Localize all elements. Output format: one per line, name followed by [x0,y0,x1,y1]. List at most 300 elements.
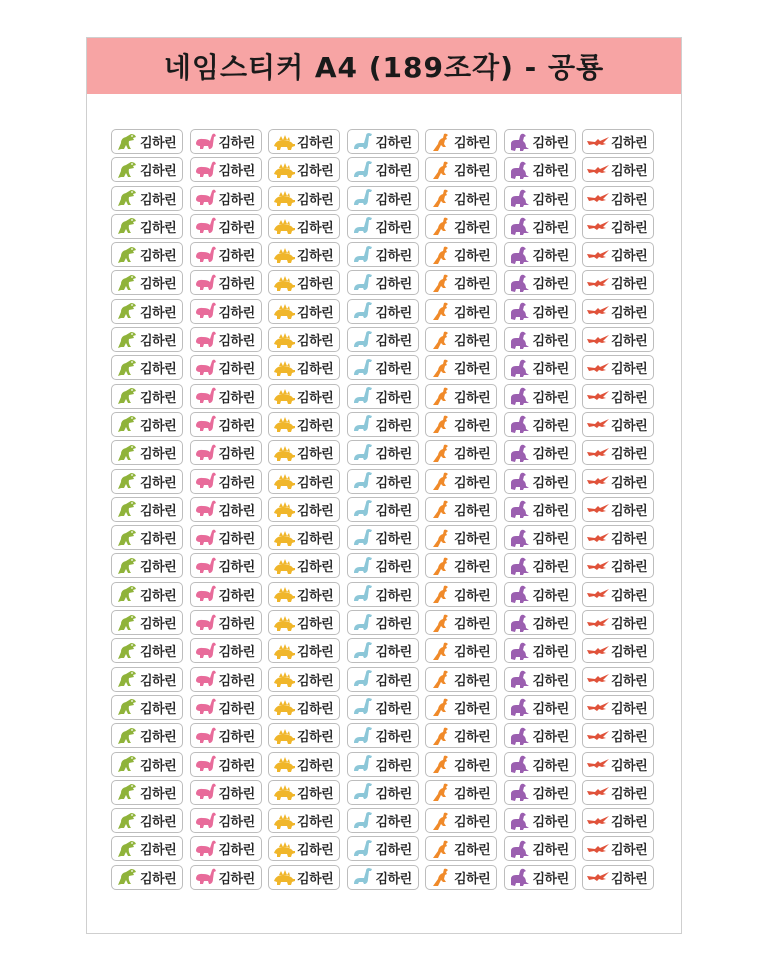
pink-brontosaurus-dino-icon [194,330,218,350]
purple-dino-icon [508,273,532,293]
pink-brontosaurus-dino-icon [194,867,218,887]
pink-brontosaurus-dino-icon [194,556,218,576]
name-sticker [268,469,340,494]
pink-brontosaurus-dino-icon [194,499,218,519]
sticker-name: 김하린 [297,730,334,746]
sticker-name: 김하린 [611,220,648,236]
sticker-name: 김하린 [611,164,648,180]
name-sticker [582,836,654,861]
name-sticker [190,412,262,437]
sticker-name: 김하린 [532,532,569,548]
name-sticker [504,553,576,578]
green-trex-dino-icon [115,132,139,152]
name-sticker [268,695,340,720]
yellow-stegosaurus-dino-icon [272,301,296,321]
name-sticker [268,186,340,211]
red-pterodactyl-dino-icon [586,160,610,180]
name-sticker [504,836,576,861]
sticker-name: 김하린 [532,843,569,859]
name-sticker [504,582,576,607]
sticker-name: 김하린 [297,136,334,151]
name-sticker [347,610,419,635]
name-sticker [425,610,497,635]
name-sticker [268,129,340,154]
green-trex-dino-icon [115,160,139,180]
name-sticker [190,582,262,607]
name-sticker [347,695,419,720]
sticker-name: 김하린 [454,560,491,576]
name-sticker [347,270,419,295]
name-sticker [268,299,340,324]
name-sticker [111,582,183,607]
sticker-name: 김하린 [375,815,412,831]
name-sticker [268,440,340,465]
sticker-name: 김하린 [218,305,255,321]
sticker-name: 김하린 [140,758,177,774]
sticker-name: 김하린 [218,843,255,859]
orange-raptor-dino-icon [429,641,453,661]
blue-longneck-dino-icon [351,216,375,236]
sticker-name: 김하린 [218,758,255,774]
sticker-name: 김하린 [532,786,569,802]
sticker-name: 김하린 [532,645,569,661]
name-sticker [582,808,654,833]
sticker-name: 김하린 [375,758,412,774]
sticker-name: 김하린 [140,390,177,406]
yellow-stegosaurus-dino-icon [272,160,296,180]
pink-brontosaurus-dino-icon [194,245,218,265]
name-sticker [111,355,183,380]
orange-raptor-dino-icon [429,216,453,236]
name-sticker [111,723,183,748]
blue-longneck-dino-icon [351,556,375,576]
sticker-name: 김하린 [297,617,334,633]
name-sticker [268,610,340,635]
purple-dino-icon [508,528,532,548]
sticker-name: 김하린 [375,277,412,293]
yellow-stegosaurus-dino-icon [272,273,296,293]
name-sticker [268,270,340,295]
name-sticker [582,553,654,578]
sticker-name: 김하린 [218,673,255,689]
sticker-name: 김하린 [297,645,334,661]
name-sticker [190,638,262,663]
name-sticker [268,752,340,777]
name-sticker [111,384,183,409]
sticker-name: 김하린 [454,701,491,717]
name-sticker [347,242,419,267]
name-sticker [582,469,654,494]
sticker-name: 김하린 [140,673,177,689]
sticker-name: 김하린 [454,362,491,378]
name-sticker [582,638,654,663]
pink-brontosaurus-dino-icon [194,641,218,661]
blue-longneck-dino-icon [351,584,375,604]
pink-brontosaurus-dino-icon [194,386,218,406]
blue-longneck-dino-icon [351,132,375,152]
sticker-name: 김하린 [140,645,177,661]
sticker-name: 김하린 [532,277,569,293]
sticker-name: 김하린 [611,418,648,434]
green-trex-dino-icon [115,414,139,434]
sticker-name: 김하린 [218,815,255,831]
sticker-name: 김하린 [611,560,648,576]
sticker-name: 김하린 [454,475,491,491]
pink-brontosaurus-dino-icon [194,273,218,293]
name-sticker [111,808,183,833]
name-sticker [268,242,340,267]
sticker-name: 김하린 [611,390,648,406]
name-sticker [111,299,183,324]
name-sticker [111,610,183,635]
pink-brontosaurus-dino-icon [194,188,218,208]
orange-raptor-dino-icon [429,301,453,321]
sticker-name: 김하린 [218,871,255,887]
sticker-name: 김하린 [140,362,177,378]
red-pterodactyl-dino-icon [586,641,610,661]
sticker-name: 김하린 [297,192,334,208]
blue-longneck-dino-icon [351,273,375,293]
name-sticker [504,695,576,720]
yellow-stegosaurus-dino-icon [272,471,296,491]
name-sticker [190,610,262,635]
blue-longneck-dino-icon [351,811,375,831]
name-sticker [190,384,262,409]
sticker-name: 김하린 [375,390,412,406]
name-sticker [190,242,262,267]
name-sticker [347,412,419,437]
name-sticker [190,865,262,890]
sticker-name: 김하린 [297,786,334,802]
pink-brontosaurus-dino-icon [194,726,218,746]
orange-raptor-dino-icon [429,782,453,802]
name-sticker [425,723,497,748]
sticker-name: 김하린 [140,220,177,236]
name-sticker [190,355,262,380]
red-pterodactyl-dino-icon [586,556,610,576]
name-sticker [425,638,497,663]
name-sticker [268,412,340,437]
name-sticker [111,186,183,211]
red-pterodactyl-dino-icon [586,811,610,831]
name-sticker [190,327,262,352]
sticker-name: 김하린 [140,588,177,604]
purple-dino-icon [508,754,532,774]
name-sticker [504,327,576,352]
name-sticker [582,157,654,182]
yellow-stegosaurus-dino-icon [272,358,296,378]
sticker-name: 김하린 [454,617,491,633]
green-trex-dino-icon [115,188,139,208]
orange-raptor-dino-icon [429,443,453,463]
name-sticker [582,214,654,239]
name-sticker [111,129,183,154]
orange-raptor-dino-icon [429,358,453,378]
sticker-name: 김하린 [375,447,412,463]
sticker-name: 김하린 [454,136,491,151]
sticker-name: 김하린 [375,560,412,576]
sticker-name: 김하린 [375,701,412,717]
name-sticker [111,412,183,437]
name-sticker [111,469,183,494]
orange-raptor-dino-icon [429,556,453,576]
sticker-name: 김하린 [454,192,491,208]
red-pterodactyl-dino-icon [586,273,610,293]
purple-dino-icon [508,471,532,491]
name-sticker [504,440,576,465]
sticker-name: 김하린 [532,164,569,180]
sticker-name: 김하린 [611,786,648,802]
sticker-name: 김하린 [454,730,491,746]
name-sticker [582,497,654,522]
name-sticker [347,469,419,494]
name-sticker [504,808,576,833]
sticker-name: 김하린 [532,220,569,236]
name-sticker [111,638,183,663]
yellow-stegosaurus-dino-icon [272,245,296,265]
sticker-name: 김하린 [454,164,491,180]
sticker-name: 김하린 [375,871,412,887]
sticker-name: 김하린 [140,447,177,463]
name-sticker [111,780,183,805]
green-trex-dino-icon [115,443,139,463]
sticker-name: 김하린 [218,249,255,265]
yellow-stegosaurus-dino-icon [272,697,296,717]
sticker-name: 김하린 [218,418,255,434]
sticker-name: 김하린 [140,418,177,434]
red-pterodactyl-dino-icon [586,782,610,802]
sticker-name: 김하린 [218,503,255,519]
blue-longneck-dino-icon [351,726,375,746]
orange-raptor-dino-icon [429,613,453,633]
red-pterodactyl-dino-icon [586,245,610,265]
sticker-name: 김하린 [611,305,648,321]
sticker-name: 김하린 [454,532,491,548]
blue-longneck-dino-icon [351,188,375,208]
sticker-name: 김하린 [140,532,177,548]
purple-dino-icon [508,132,532,152]
sticker-name: 김하린 [218,588,255,604]
pink-brontosaurus-dino-icon [194,754,218,774]
orange-raptor-dino-icon [429,726,453,746]
purple-dino-icon [508,697,532,717]
name-sticker [111,752,183,777]
name-sticker [190,497,262,522]
sticker-name: 김하린 [140,786,177,802]
sticker-name: 김하린 [375,192,412,208]
name-sticker [425,865,497,890]
orange-raptor-dino-icon [429,160,453,180]
sticker-name: 김하린 [140,475,177,491]
red-pterodactyl-dino-icon [586,443,610,463]
pink-brontosaurus-dino-icon [194,584,218,604]
name-sticker [190,808,262,833]
name-sticker [347,157,419,182]
red-pterodactyl-dino-icon [586,697,610,717]
sticker-name: 김하린 [611,815,648,831]
sticker-name: 김하린 [140,334,177,350]
sticker-name: 김하린 [532,334,569,350]
sticker-name: 김하린 [218,277,255,293]
name-sticker [190,214,262,239]
sticker-name: 김하린 [297,673,334,689]
red-pterodactyl-dino-icon [586,188,610,208]
yellow-stegosaurus-dino-icon [272,188,296,208]
blue-longneck-dino-icon [351,669,375,689]
sticker-name: 김하린 [375,786,412,802]
purple-dino-icon [508,811,532,831]
name-sticker [190,723,262,748]
purple-dino-icon [508,613,532,633]
name-sticker [425,695,497,720]
sticker-name: 김하린 [297,390,334,406]
sticker-name: 김하린 [297,277,334,293]
name-sticker [425,525,497,550]
purple-dino-icon [508,443,532,463]
green-trex-dino-icon [115,216,139,236]
name-sticker [504,214,576,239]
pink-brontosaurus-dino-icon [194,697,218,717]
sticker-name: 김하린 [454,871,491,887]
name-sticker [268,667,340,692]
name-sticker [190,270,262,295]
name-sticker [268,384,340,409]
sticker-name: 김하린 [375,220,412,236]
red-pterodactyl-dino-icon [586,726,610,746]
name-sticker [504,270,576,295]
name-sticker [347,638,419,663]
name-sticker [504,667,576,692]
sticker-name: 김하린 [454,277,491,293]
red-pterodactyl-dino-icon [586,386,610,406]
name-sticker [504,299,576,324]
orange-raptor-dino-icon [429,839,453,859]
sticker-name: 김하린 [297,560,334,576]
sticker-name: 김하린 [611,249,648,265]
name-sticker [425,129,497,154]
name-sticker [582,440,654,465]
name-sticker [582,412,654,437]
name-sticker [425,412,497,437]
sticker-name: 김하린 [297,220,334,236]
name-sticker [347,355,419,380]
green-trex-dino-icon [115,273,139,293]
blue-longneck-dino-icon [351,160,375,180]
sticker-name: 김하린 [611,136,648,151]
sticker-name: 김하린 [218,786,255,802]
purple-dino-icon [508,867,532,887]
purple-dino-icon [508,726,532,746]
red-pterodactyl-dino-icon [586,471,610,491]
sticker-name: 김하린 [140,277,177,293]
name-sticker [111,440,183,465]
name-sticker [347,582,419,607]
sticker-name: 김하린 [532,730,569,746]
yellow-stegosaurus-dino-icon [272,613,296,633]
yellow-stegosaurus-dino-icon [272,839,296,859]
red-pterodactyl-dino-icon [586,330,610,350]
sticker-name: 김하린 [375,136,412,151]
name-sticker [111,242,183,267]
yellow-stegosaurus-dino-icon [272,641,296,661]
yellow-stegosaurus-dino-icon [272,216,296,236]
yellow-stegosaurus-dino-icon [272,132,296,152]
sticker-name: 김하린 [140,305,177,321]
name-sticker [190,695,262,720]
sticker-name: 김하린 [218,220,255,236]
orange-raptor-dino-icon [429,386,453,406]
blue-longneck-dino-icon [351,386,375,406]
red-pterodactyl-dino-icon [586,216,610,236]
pink-brontosaurus-dino-icon [194,414,218,434]
sticker-name: 김하린 [375,475,412,491]
yellow-stegosaurus-dino-icon [272,528,296,548]
green-trex-dino-icon [115,782,139,802]
sticker-name: 김하린 [532,617,569,633]
sticker-name: 김하린 [375,362,412,378]
name-sticker [425,327,497,352]
pink-brontosaurus-dino-icon [194,613,218,633]
purple-dino-icon [508,669,532,689]
name-sticker [582,299,654,324]
name-sticker [268,582,340,607]
name-sticker [111,157,183,182]
sticker-name: 김하린 [375,532,412,548]
sticker-name: 김하린 [611,645,648,661]
name-sticker [504,610,576,635]
name-sticker [268,525,340,550]
title-banner [87,38,681,94]
pink-brontosaurus-dino-icon [194,160,218,180]
blue-longneck-dino-icon [351,358,375,378]
name-sticker [582,695,654,720]
green-trex-dino-icon [115,499,139,519]
blue-longneck-dino-icon [351,471,375,491]
orange-raptor-dino-icon [429,754,453,774]
green-trex-dino-icon [115,301,139,321]
sticker-name: 김하린 [140,701,177,717]
green-trex-dino-icon [115,811,139,831]
green-trex-dino-icon [115,726,139,746]
green-trex-dino-icon [115,358,139,378]
name-sticker [504,242,576,267]
sticker-name: 김하린 [140,871,177,887]
sticker-name: 김하린 [611,362,648,378]
sticker-name: 김하린 [611,475,648,491]
name-sticker [504,638,576,663]
sticker-name: 김하린 [454,673,491,689]
green-trex-dino-icon [115,556,139,576]
sticker-name: 김하린 [611,192,648,208]
sticker-name: 김하린 [611,871,648,887]
sticker-name: 김하린 [297,447,334,463]
green-trex-dino-icon [115,245,139,265]
name-sticker [425,440,497,465]
name-sticker [347,129,419,154]
sticker-name: 김하린 [375,645,412,661]
name-sticker [111,865,183,890]
name-sticker [190,780,262,805]
purple-dino-icon [508,188,532,208]
sticker-name: 김하린 [611,532,648,548]
name-sticker [268,497,340,522]
name-sticker [347,214,419,239]
yellow-stegosaurus-dino-icon [272,754,296,774]
sticker-name: 김하린 [375,305,412,321]
orange-raptor-dino-icon [429,414,453,434]
green-trex-dino-icon [115,839,139,859]
name-sticker [190,752,262,777]
